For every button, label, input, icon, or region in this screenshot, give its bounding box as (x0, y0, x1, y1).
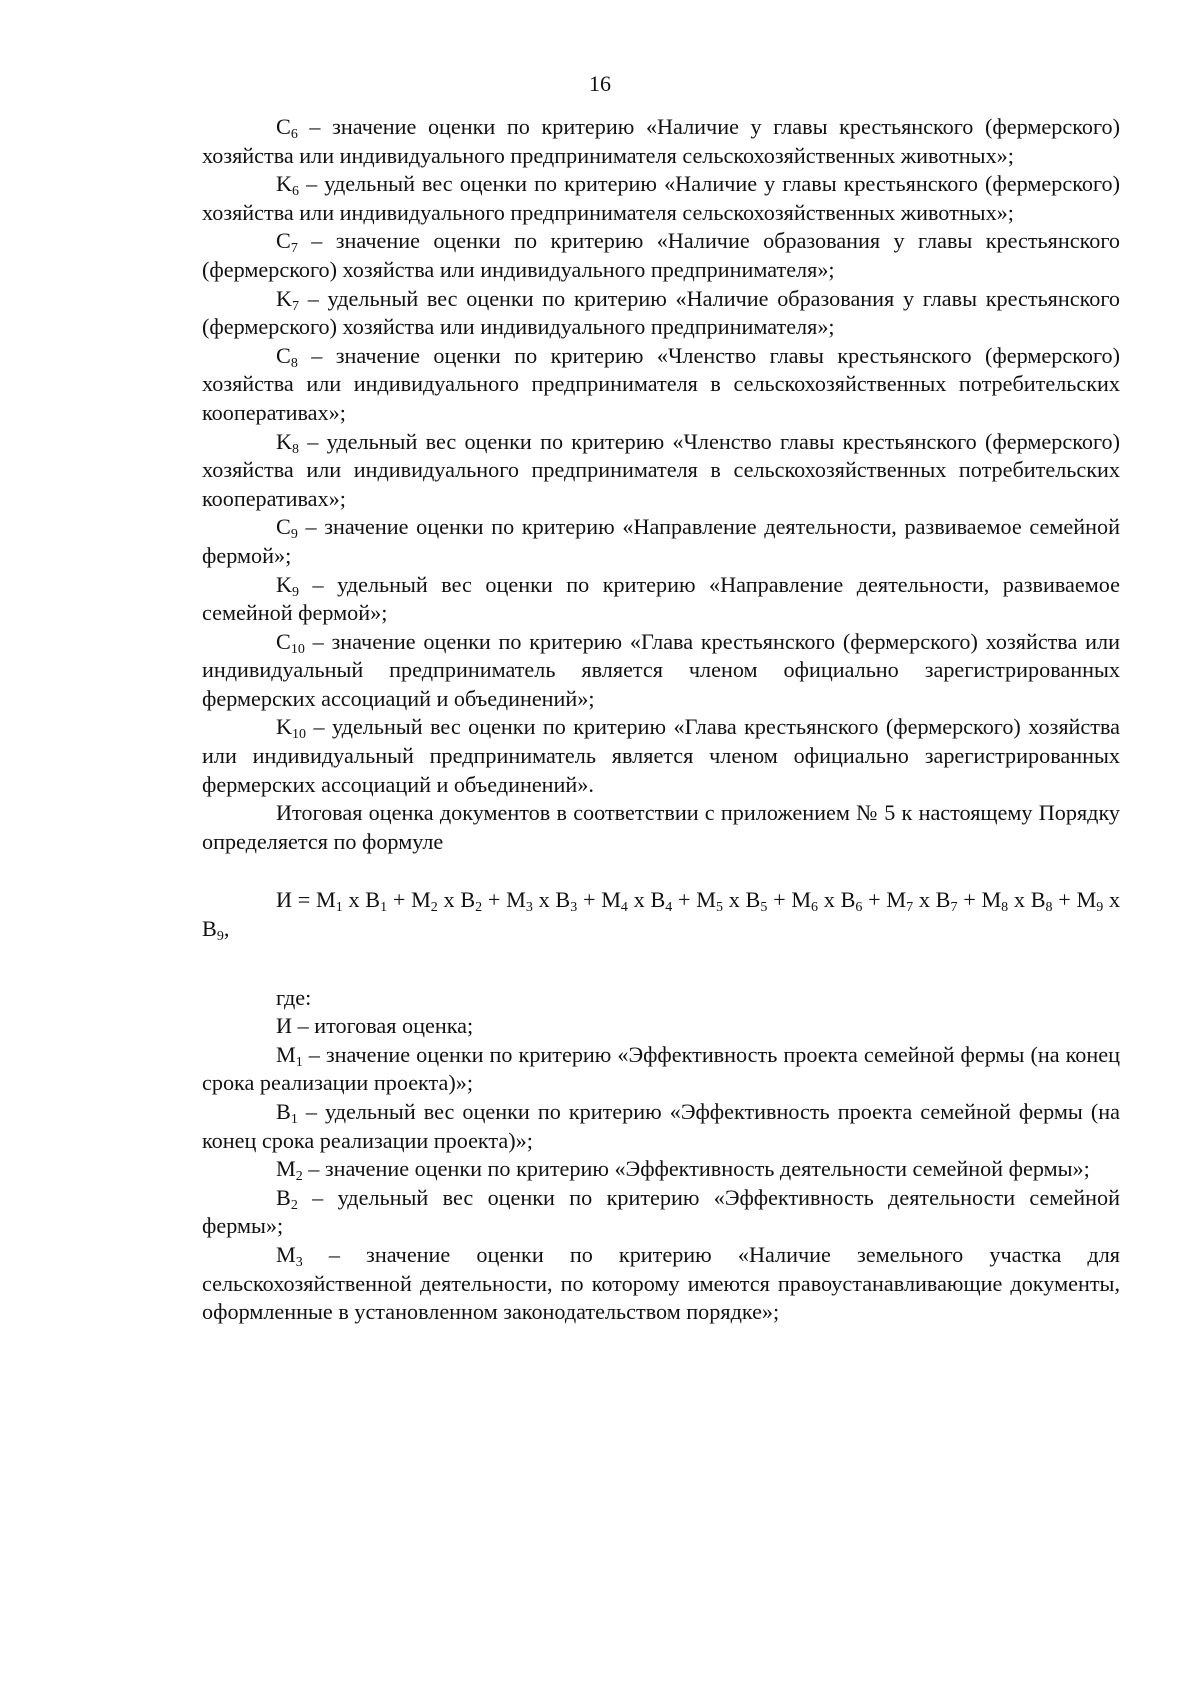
formula-m: М (791, 887, 812, 913)
formula-plus: + (1052, 887, 1077, 913)
formula-m: М (886, 887, 907, 913)
definition-text: – значение оценки по критерию «Наличие земельного участка для сельскохозяйственной деятельности, по которому имеются правоустанавливающие документы, оформленные в установленном законодательством порядке»; (202, 1241, 1120, 1325)
variable-subscript: 7 (292, 298, 300, 314)
variable-subscript: 2 (290, 1197, 298, 1213)
variable-symbol: K (276, 571, 293, 597)
definition-paragraph (202, 113, 1120, 170)
formula-b: В (555, 887, 571, 913)
definition-paragraph (202, 1155, 1120, 1184)
definition-text: – удельный вес оценки по критерию «Членство главы крестьянского (фермерского) хозяйства или индивидуального предпринимателя в сельскохозяйственных потребительских кооперативах»; (202, 428, 1120, 511)
formula-times: х (627, 887, 651, 913)
formula-b: В (460, 887, 476, 913)
formula-b-sub: 4 (665, 900, 673, 916)
formula-b: В (840, 887, 856, 913)
definition-paragraph (202, 1184, 1120, 1241)
definition-paragraph (202, 342, 1120, 428)
formula-m-sub: 6 (811, 900, 819, 916)
formula-term (981, 887, 1053, 916)
definition-paragraph (202, 571, 1120, 628)
formula-term (506, 887, 578, 916)
variable-symbol: C (276, 114, 291, 139)
variable-symbol: C (276, 228, 291, 254)
formula-term (791, 887, 863, 916)
variable-symbol: В (276, 1099, 291, 1124)
formula-b-sub: 5 (760, 900, 768, 916)
formula-times: х (913, 887, 936, 913)
formula-m: М (696, 887, 716, 913)
formula-term (411, 887, 483, 916)
formula-b: В (650, 887, 666, 913)
variable-subscript: 7 (290, 241, 298, 257)
formula-times: х (342, 887, 366, 913)
formula-m: М (1076, 887, 1097, 913)
variable-symbol: М (276, 1156, 296, 1182)
formula-times: х (818, 887, 841, 913)
formula-b: В (365, 887, 381, 913)
formula-times: х (437, 887, 461, 913)
definition-paragraph (202, 713, 1120, 799)
variable-subscript: 9 (290, 527, 298, 543)
formula-plus: + (957, 887, 982, 913)
formula-m: М (316, 887, 336, 913)
variable-symbol: C (276, 514, 291, 540)
formula-m-sub: 5 (715, 900, 723, 916)
definition-text: – удельный вес оценки по критерию «Направление деятельности, развиваемое семейной фермой»; (202, 571, 1120, 626)
formula (202, 886, 1120, 943)
formula-m: М (506, 887, 526, 913)
variable-subscript: 1 (295, 1054, 303, 1070)
formula-m: М (981, 887, 1002, 913)
formula-plus: + (482, 887, 507, 913)
formula-lhs: И = (276, 887, 316, 913)
spacer (202, 944, 1120, 984)
formula-m-sub: 9 (1096, 900, 1104, 916)
formula-term (696, 887, 768, 916)
formula-times: х (722, 887, 746, 913)
definition-paragraph (202, 1012, 1120, 1041)
formula-m-sub: 3 (525, 900, 533, 916)
spacer (202, 856, 1120, 886)
formula-intro-paragraph: Итоговая оценка документов в соответствии с приложением № 5 к настоящему Порядку определяется по формуле (202, 800, 1120, 854)
formula-b: В (935, 887, 951, 913)
variable-symbol: C (276, 628, 291, 654)
formula-m-sub: 8 (1001, 900, 1009, 916)
formula-b-sub: 1 (380, 900, 388, 916)
definition-paragraph (202, 285, 1120, 342)
variable-subscript: 6 (290, 127, 298, 142)
definition-text: – удельный вес оценки по критерию «Наличие образования у главы крестьянского (фермерского) хозяйства или индивидуального предпринимателя»; (202, 285, 1120, 340)
formula-times: х (532, 887, 556, 913)
definition-text: – удельный вес оценки по критерию «Глава крестьянского (фермерского) хозяйства или индивидуальный предприниматель является членом официально зарегистрированных фермерских ассоциаций и объединений». (202, 714, 1120, 797)
formula-m: М (601, 887, 621, 913)
page-number: 16 (589, 71, 611, 96)
formula-term (601, 887, 673, 916)
formula-plus: + (577, 887, 602, 913)
definition-text: – значение оценки по критерию «Направление деятельности, развиваемое семейной фермой»; (202, 514, 1120, 568)
variable-subscript: 8 (290, 355, 298, 371)
formula-m: М (411, 887, 431, 913)
formula-m-sub: 1 (335, 900, 343, 916)
definition-text: – значение оценки по критерию «Эффективность проекта семейной фермы (на конец срока реализации проекта)»; (202, 1041, 1120, 1096)
definition-paragraph (202, 1041, 1120, 1098)
variable-subscript: 8 (292, 441, 300, 457)
formula-b-sub: 6 (855, 900, 863, 916)
variable-symbol: K (276, 171, 293, 197)
definition-paragraph (202, 628, 1120, 714)
definition-text: – значение оценки по критерию «Глава крестьянского (фермерского) хозяйства или индивидуальный предприниматель является членом официально зарегистрированных фермерских ассоциаций и объединений»; (202, 628, 1120, 711)
definition-paragraph (202, 1098, 1120, 1155)
definition-text: – удельный вес оценки по критерию «Наличие у главы крестьянского (фермерского) хозяйства или индивидуального предпринимателя сельскохозяйственных животных»; (202, 171, 1120, 225)
where-label: где: (276, 984, 312, 1010)
formula-term (316, 887, 388, 916)
variable-symbol: K (276, 285, 293, 311)
variable-symbol: М (276, 1041, 296, 1067)
variable-subscript: 9 (292, 584, 300, 600)
definition-text: – значение оценки по критерию «Наличие у главы крестьянского (фермерского) хозяйства или индивидуального предпринимателя сельскохозяйственных животных»; (202, 114, 1120, 168)
definition-paragraph (202, 1241, 1120, 1327)
formula-b-sub: 7 (950, 900, 958, 916)
definition-text: – удельный вес оценки по критерию «Эффективность деятельности семейной фермы»; (202, 1184, 1120, 1239)
variable-symbol: В (276, 1184, 291, 1210)
formula-plus: + (862, 887, 887, 913)
definition-paragraph (202, 227, 1120, 284)
formula-b-sub: 8 (1045, 900, 1053, 916)
variable-symbol: М (276, 1241, 296, 1267)
definition-paragraph (202, 428, 1120, 514)
variable-symbol: K (276, 714, 293, 740)
variable-subscript: 2 (295, 1169, 303, 1185)
formula-b: В (1030, 887, 1046, 913)
formula-b: В (202, 916, 217, 942)
definition-text: – значение оценки по критерию «Наличие образования у главы крестьянского (фермерского) хозяйства или индивидуального предпринимателя»; (202, 228, 1120, 282)
variable-subscript: 10 (292, 727, 307, 743)
formula-b-sub: 2 (475, 900, 483, 916)
criteria-definitions-after (202, 1012, 1120, 1327)
formula-b-sub: 3 (570, 900, 578, 916)
variable-symbol: K (276, 428, 293, 454)
definition-text: – удельный вес оценки по критерию «Эффективность проекта семейной фермы (на конец срока реализации проекта)»; (202, 1099, 1120, 1153)
variable-subscript: 6 (292, 184, 300, 200)
variable-subscript: 1 (290, 1112, 298, 1127)
variable-subscript: 10 (290, 641, 305, 657)
variable-subscript: 3 (295, 1254, 303, 1270)
definition-paragraph (202, 513, 1120, 570)
formula-plus: + (767, 887, 792, 913)
variable-symbol: И (276, 1013, 293, 1039)
formula-times: х (1103, 887, 1121, 913)
formula-plus: + (672, 887, 697, 913)
definition-paragraph (202, 170, 1120, 227)
variable-symbol: C (276, 342, 291, 368)
formula-end: , (223, 916, 230, 942)
formula-term (886, 887, 958, 916)
definition-text: – итоговая оценка; (292, 1013, 474, 1039)
formula-m-sub: 4 (620, 900, 628, 916)
formula-m-sub: 2 (430, 900, 438, 916)
formula-b-sub: 9 (216, 929, 224, 945)
formula-m-sub: 7 (906, 900, 914, 916)
criteria-definitions-before (202, 113, 1120, 799)
definition-text: – значение оценки по критерию «Членство главы крестьянского (фермерского) хозяйства или индивидуального предпринимателя в сельскохозяйственных потребительских кооперативах»; (202, 342, 1120, 425)
document-body (202, 113, 1120, 1327)
definition-text: – значение оценки по критерию «Эффективность деятельности семейной фермы»; (302, 1156, 1090, 1182)
formula-plus: + (387, 887, 412, 913)
formula-times: х (1008, 887, 1031, 913)
formula-b: В (745, 887, 761, 913)
